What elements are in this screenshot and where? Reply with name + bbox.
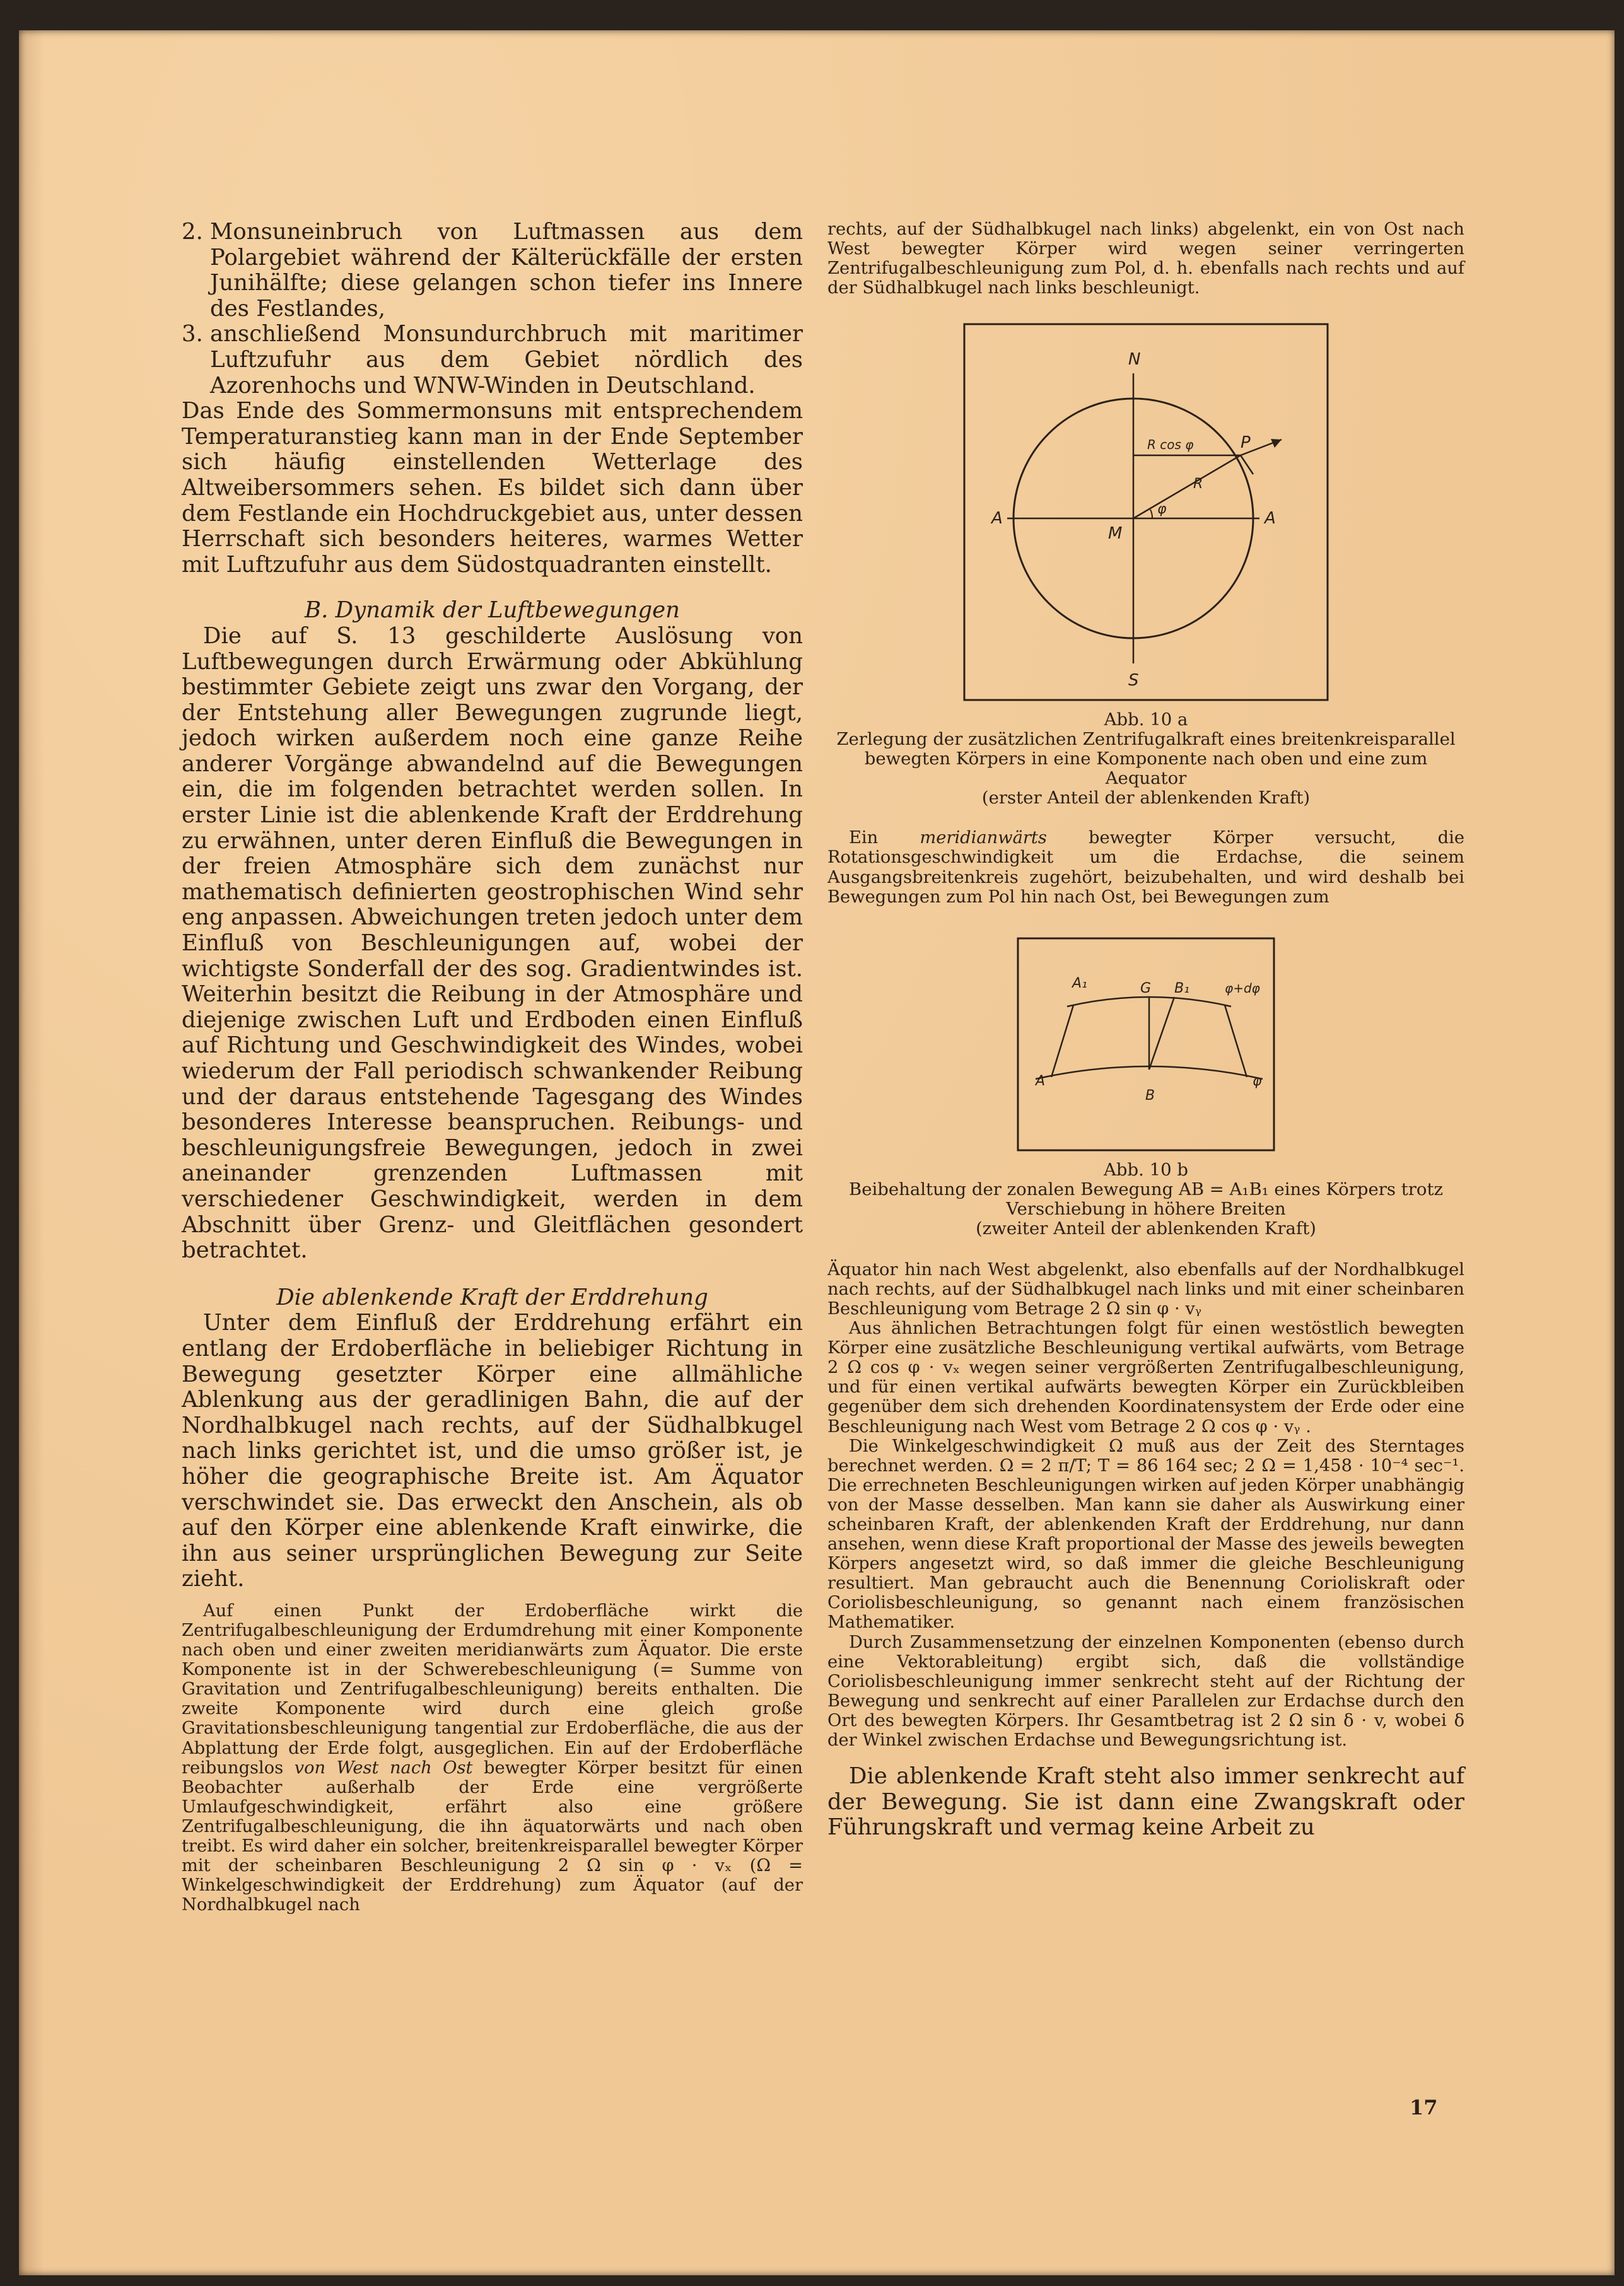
- label-phi-dphi: φ+dφ: [1225, 980, 1260, 996]
- label-b1: B₁: [1174, 980, 1189, 996]
- figure-10a-diagram: [963, 323, 1329, 701]
- text-segment: Auf einen Punkt der Erdoberfläche wirkt die Zentrifugalbeschleunigung der Erdumdrehung mit einer Komponente nach oben und einer zweiten meridianwärts zum Äquator. Die erste Komponente ist in der Schwerebeschleunigung (= Summe von Gravitation und Zentrifugalbeschleunigung) bereits enthalten. Die zweite Komponente wird durch eine gleich große Gravitationsbeschleunigung tangential zur Erdoberfläche, die aus der Abplattung der Erde folgt, ausgeglichen. Ein auf der Erdoberfläche reibungslos: [182, 1601, 803, 1778]
- label-s: S: [1128, 671, 1139, 691]
- label-r: R: [1193, 476, 1203, 493]
- paragraph-dynamics: Die auf S. 13 geschilderte Auslösung von Luftbewegungen durch Erwärmung oder Abkühlung bestimmter Gebiete zeigt uns zwar den Vorgang, der der Entstehung aller Bewegungen zugrunde liegt, jedoch wirken außerdem noch eine ganze Reihe anderer Vorgänge abwandelnd auf die Bewegungen ein, die im folgenden betrachtet werden sollen. In erster Linie ist die ablenkende Kraft der Erddrehung zu erwähnen, unter deren Einfluß die Bewegungen in der freien Atmosphäre sich dem zunächst nur mathematisch definierten geostrophischen Wind sehr eng anpassen. Abweichungen treten jedoch unter dem Einfluß von Beschleunigungen auf, wobei der wichtigste Sonderfall der des sog. Gradientwindes ist. Weiterhin besitzt die Reibung in der Atmosphäre und diejenige zwischen Luft und Erdboden einen Einfluß auf Richtung und Geschwindigkeit des Windes, wobei wiederum der Fall periodisch schwankender Reibung und der daraus entstehende Tagesgang des Windes besonderes Interesse beanspruchen. Reibungs- und beschleunigungsfreie Bewegungen, jedoch in zwei aneinander grenzenden Luftmassen mit verschiedener Geschwindigkeit, werden in dem Abschnitt über Grenz- und Gleitflächen gesondert betrachtet.: [182, 622, 803, 1264]
- paragraph-meridional: [827, 828, 1464, 906]
- label-phi: φ: [1157, 501, 1167, 518]
- text-segment: bewegter Körper versucht, die Rotationsgeschwindigkeit um die Erdachse, die seinem Ausgangsbreitenkreis zugehört, beizubehalten, und wird deshalb bei Bewegungen zum Pol hin nach Ost, bei Bewegungen zum: [827, 828, 1464, 907]
- label-p: P: [1241, 433, 1251, 453]
- label-a-right: A: [1265, 509, 1276, 528]
- angle-arc: [1150, 510, 1152, 518]
- label-a: A: [1036, 1073, 1046, 1089]
- text-segment: Ein: [849, 828, 879, 848]
- paragraph-equator-deflection: Äquator hin nach West abgelenkt, also ebenfalls auf der Nordhalbkugel nach rechts, auf der Südhalbkugel nach links und mit einer scheinbaren Beschleunigung vom Betrage 2 Ω sin φ · vᵧ: [827, 1259, 1464, 1319]
- figure-10b-caption: Beibehaltung der zonalen Bewegung AB = A₁B₁ eines Körpers trotz Verschiebung in höhere Breiten: [848, 1179, 1444, 1219]
- section-heading-coriolis: Die ablenkende Kraft der Erddrehung: [276, 1284, 708, 1310]
- component-vector: [1241, 455, 1253, 474]
- list-text: anschließend Monsundurchbruch mit maritimer Luftzufuhr aus dem Gebiet nördlich des Azorenhochs und WNW-Winden in Deutschland.: [210, 321, 803, 399]
- radius-line: [1133, 455, 1241, 518]
- text-italic: meridianwärts: [920, 828, 1047, 848]
- figure-10b-caption-sub: (zweiter Anteil der ablenkenden Kraft): [976, 1218, 1316, 1239]
- paragraph-vertical: Aus ähnlichen Betrachtungen folgt für einen westöstlich bewegten Körper eine zusätzliche Beschleunigung vertikal aufwärts, vom Betrage 2 Ω cos φ · vₓ wegen seiner vergrößerten Zentrifugalbeschleunigung, und für einen vertikal aufwärts bewegten Körper ein Zurückbleiben gegenüber dem sich drehenden Koordinatensystem der Erde oder eine Beschleunigung nach West vom Betrage 2 Ω cos φ · vᵧ .: [827, 1319, 1464, 1437]
- figure-frame: [1018, 938, 1274, 1150]
- paragraph-perpendicular-force: Die ablenkende Kraft steht also immer senkrecht auf der Bewegung. Sie ist dann eine Zwangskraft oder Führungskraft und vermag keine Arbeit zu: [827, 1763, 1464, 1841]
- page-number: 17: [1410, 2096, 1438, 2120]
- label-g: G: [1140, 980, 1152, 996]
- list-number: 3.: [182, 321, 203, 347]
- label-n: N: [1128, 350, 1141, 370]
- book-page: [19, 30, 1615, 2275]
- section-heading-dynamics: B. Dynamik der Luftbewegungen: [304, 597, 681, 624]
- label-phi: φ: [1253, 1073, 1262, 1089]
- paragraph-summer-monsoon: Das Ende des Sommermonsuns mit entsprechendem Temperaturanstieg kann man in der Ende September sich häufig einstellenden Wetterlage des Altweibersommers sehen. Es bildet sich dann über dem Festlande ein Hochdruckgebiet aus, unter dessen Herrschaft sich besonders heiteres, warmes Wetter mit Luftzufuhr aus dem Südostquadranten einstellt.: [182, 398, 803, 578]
- list-item: [182, 219, 803, 322]
- figure-10b-number: Abb. 10 b: [1104, 1159, 1188, 1180]
- figure-10a-caption-sub: (erster Anteil der ablenkenden Kraft): [981, 788, 1311, 808]
- paragraph-centrifugal: [182, 1601, 803, 1915]
- label-a-left: A: [991, 509, 1003, 528]
- paragraph-continuation: rechts, auf der Südhalbkugel nach links) abgelenkt, ein von Ost nach West bewegter Körper wird wegen seiner verringerten Zentrifugalbeschleunigung zum Pol, d. h. ebenfalls nach rechts und auf der Südhalbkugel nach links beschleunigt.: [827, 219, 1464, 298]
- figure-10a-number: Abb. 10 a: [1104, 709, 1188, 730]
- label-b: B: [1145, 1087, 1155, 1104]
- label-rcos: R cos φ: [1147, 437, 1194, 453]
- label-a1: A₁: [1072, 975, 1087, 991]
- right-column: [827, 219, 1464, 1841]
- left-column: [182, 219, 803, 1915]
- list-number: 2.: [182, 219, 203, 245]
- figure-10b-diagram: [1017, 937, 1275, 1152]
- meridian-right: [1225, 1005, 1247, 1077]
- paragraph-composition: Durch Zusammensetzung der einzelnen Komponenten (ebenso durch eine Vektorableitung) ergibt sich, daß die vollständige Coriolisbeschleunigung immer senkrecht steht auf der Richtung der Bewegung und senkrecht auf einer Parallelen zur Erdachse durch den Ort des bewegten Körpers. Ihr Gesamtbetrag ist 2 Ω sin δ · v, wobei δ der Winkel zwischen Erdachse und Bewegungsrichtung ist.: [827, 1632, 1464, 1750]
- text-italic: von West nach Ost: [294, 1758, 473, 1778]
- list-text: Monsuneinbruch von Luftmassen aus dem Polargebiet während der Kälterückfälle der ersten Junihälfte; diese gelangen schon tiefer ins Innere des Festlandes,: [210, 219, 803, 322]
- list-item: [182, 322, 803, 399]
- paragraph-angular-velocity: Die Winkelgeschwindigkeit Ω muß aus der Zeit des Sterntages berechnet werden. Ω = 2 π/T; T = 86 164 sec; 2 Ω = 1,458 · 10⁻⁴ sec⁻¹. Die errechneten Beschleunigungen wirken auf jeden Körper unabhängig von der Masse desselben. Man kann sie daher als Auswirkung einer scheinbaren Kraft, der ablenkenden Kraft der Erddrehung, nur dann ansehen, wenn diese Kraft proportional der Masse des jeweils bewegten Körpers angesetzt wird, so daß immer die gleiche Beschleunigung resultiert. Man gebraucht auch die Benennung Corioliskraft oder Coriolisbeschleunigung, so genannt nach einem französischen Mathematiker.: [827, 1436, 1464, 1633]
- paragraph-coriolis: Unter dem Einfluß der Erddrehung erfährt ein entlang der Erdoberfläche in beliebiger Richtung in Bewegung gesetzter Körper eine allmähliche Ablenkung aus der geradlinigen Bahn, die auf der Nordhalbkugel nach rechts, auf der Südhalbkugel nach links gerichtet ist, und die umso größer ist, je höher die geographische Breite ist. Am Äquator verschwindet sie. Das erweckt den Anschein, als ob auf den Körper eine ablenkende Kraft einwirke, die ihn aus seiner ursprünglichen Bewegung zur Seite zieht.: [182, 1310, 803, 1592]
- label-m: M: [1108, 524, 1123, 544]
- text-segment: bewegter Körper besitzt für einen Beobachter außerhalb der Erde eine vergrößerte Umlaufgeschwindigkeit, erfährt also eine größere Zentrifugalbeschleunigung, die ihn äquatorwärts und nach oben treibt. Es wird daher ein solcher, breitenkreisparallel bewegter Körper mit der scheinbaren Beschleunigung 2 Ω sin φ · vₓ (Ω = Winkelgeschwindigkeit der Erddrehung) zum Äquator (auf der Nordhalbkugel nach: [182, 1758, 803, 1915]
- figure-10a-caption: Zerlegung der zusätzlichen Zentrifugalkraft eines breitenkreisparallel bewegten Körpers in eine Komponente nach oben und eine zum Aequator: [836, 729, 1456, 789]
- meridian-left: [1051, 1005, 1073, 1077]
- shift-line: [1149, 997, 1174, 1070]
